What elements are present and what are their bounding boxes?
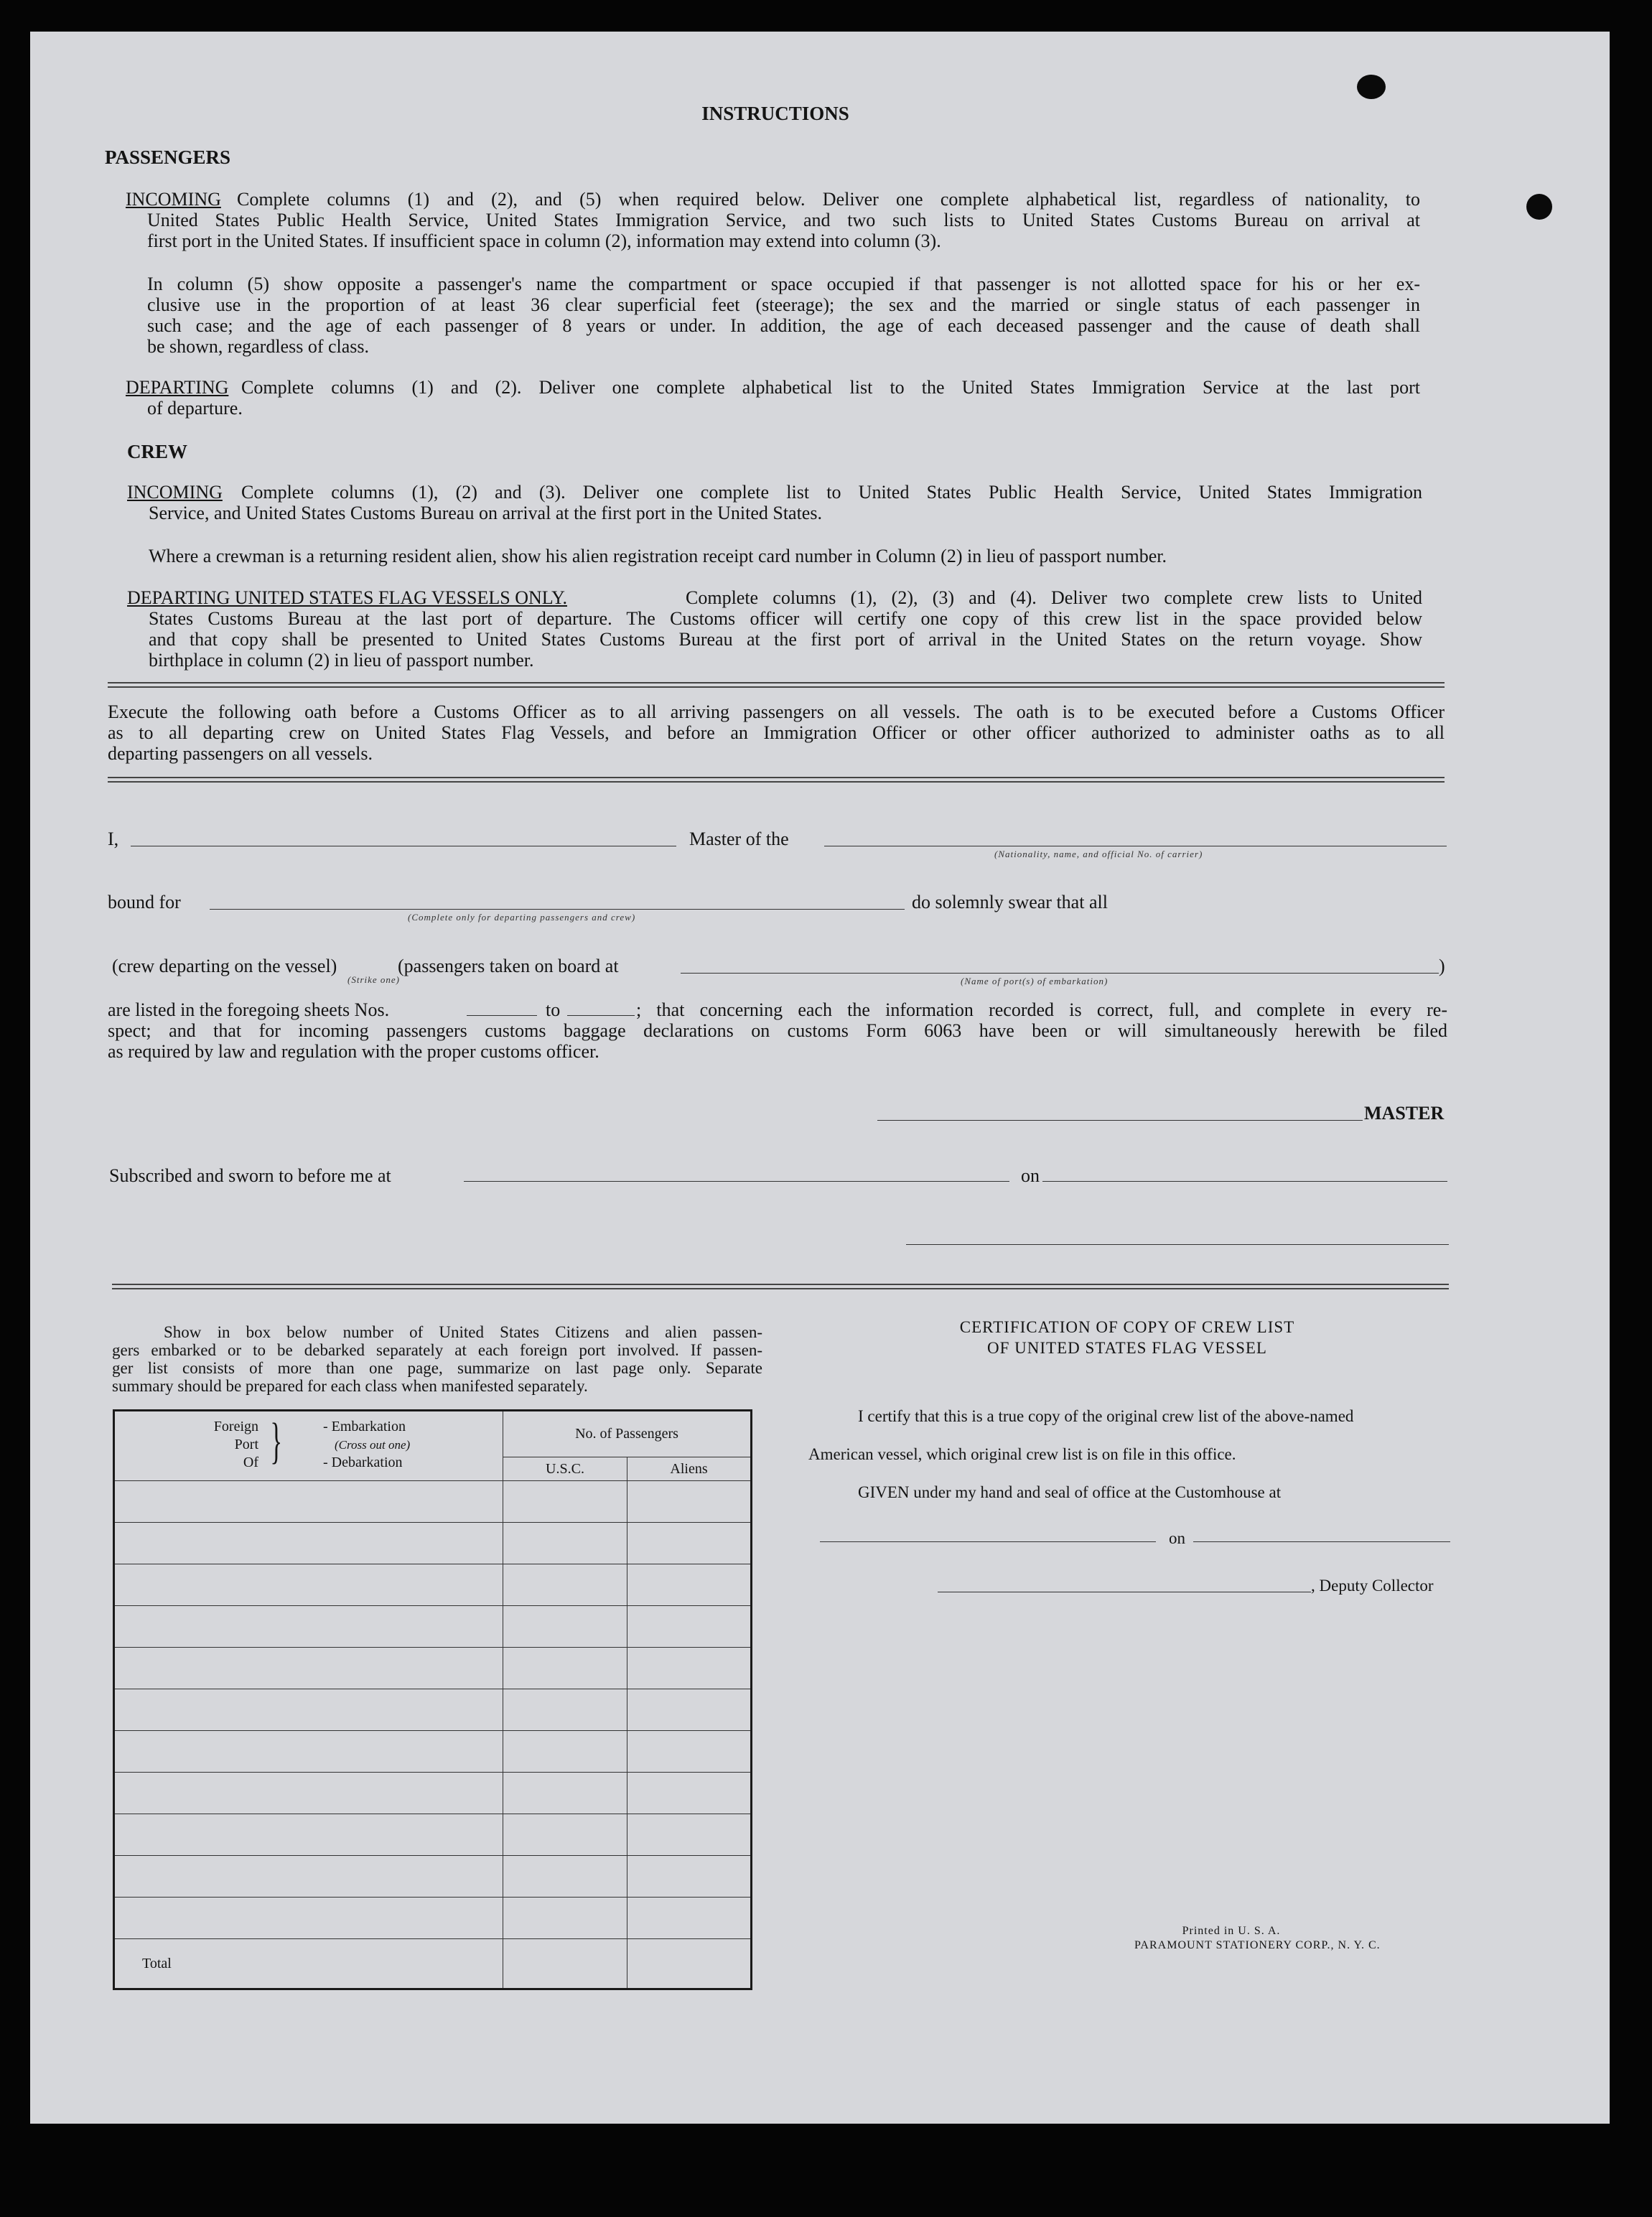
summary-row bbox=[114, 1814, 752, 1856]
listed-text: ; that concerning each the information recorded is correct, full, and complete in every re- bbox=[636, 999, 1447, 1020]
crew-departing-option[interactable]: (crew departing on the vessel) bbox=[112, 956, 337, 976]
summary-row bbox=[114, 1856, 752, 1898]
port-cell[interactable] bbox=[114, 1856, 503, 1898]
summary-row bbox=[114, 1481, 752, 1523]
embarkation-port-field[interactable] bbox=[681, 973, 1439, 974]
port-cell[interactable] bbox=[114, 1481, 503, 1523]
listed-to: to bbox=[546, 999, 561, 1020]
summary-row bbox=[114, 1606, 752, 1648]
port-cell[interactable] bbox=[114, 1689, 503, 1731]
oath-i-label: I, bbox=[108, 829, 119, 849]
aliens-cell[interactable] bbox=[627, 1814, 752, 1856]
aliens-cell[interactable] bbox=[627, 1856, 752, 1898]
oath-intro-line: as to all departing crew on United States Flag Vessels, and before an Immigration Officer or other officer authorized to administer oaths as to all bbox=[108, 722, 1445, 743]
total-label: Total bbox=[142, 1955, 172, 1971]
certification-title: CERTIFICATION OF COPY OF CREW LIST bbox=[959, 1318, 1295, 1336]
port-cell[interactable] bbox=[114, 1648, 503, 1689]
aliens-cell[interactable] bbox=[627, 1898, 752, 1939]
crew-departing-line: and that copy shall be presented to United States Customs Bureau at the first port of arrival in the United States on the return voyage. Show bbox=[149, 629, 1422, 650]
master-of-the-label: Master of the bbox=[689, 829, 789, 849]
port-label: Port bbox=[234, 1437, 258, 1452]
summary-row bbox=[114, 1689, 752, 1731]
subscribed-on-label: on bbox=[1021, 1165, 1040, 1186]
brace-icon: } bbox=[270, 1414, 283, 1469]
aliens-header: Aliens bbox=[627, 1457, 752, 1481]
passengers-departing-line: Complete columns (1) and (2). Deliver one complete alphabetical list to the United States Immigration Service at the last port bbox=[241, 377, 1420, 398]
summary-instruction-line: summary should be prepared for each class when manifested separately. bbox=[112, 1377, 588, 1395]
destination-field[interactable] bbox=[210, 909, 905, 910]
listed-cont-line: spect; and that for incoming passengers customs baggage declarations on customs Form 6063 have been or will simultaneously herewith be filed bbox=[108, 1020, 1447, 1041]
aliens-cell[interactable] bbox=[627, 1773, 752, 1814]
summary-row bbox=[114, 1523, 752, 1564]
port-cell[interactable] bbox=[114, 1898, 503, 1939]
of-label: Of bbox=[243, 1455, 258, 1470]
certification-title: OF UNITED STATES FLAG VESSEL bbox=[987, 1339, 1267, 1357]
crew-departing-line: Complete columns (1), (2), (3) and (4). Deliver two complete crew lists to United bbox=[686, 587, 1422, 608]
crew-incoming-label: INCOMING bbox=[127, 482, 223, 503]
aliens-cell[interactable] bbox=[627, 1481, 752, 1523]
sheet-to-field[interactable] bbox=[567, 1015, 635, 1016]
crew-heading: CREW bbox=[127, 441, 188, 462]
total-aliens-cell[interactable] bbox=[627, 1939, 752, 1989]
port-cell[interactable] bbox=[114, 1564, 503, 1606]
certify-line: I certify that this is a true copy of the original crew list of the above-named bbox=[858, 1407, 1354, 1425]
summary-row bbox=[114, 1648, 752, 1689]
punch-hole-mark bbox=[1526, 194, 1552, 220]
summary-instruction-line: ger list consists of more than one page, summarize on last page only. Separate bbox=[112, 1359, 762, 1377]
aliens-cell[interactable] bbox=[627, 1689, 752, 1731]
usc-cell[interactable] bbox=[503, 1648, 627, 1689]
passengers-departing-label: DEPARTING bbox=[126, 377, 229, 398]
port-cell[interactable] bbox=[114, 1773, 503, 1814]
cert-date-field[interactable] bbox=[1193, 1541, 1450, 1542]
usc-cell[interactable] bbox=[503, 1856, 627, 1898]
port-cell[interactable] bbox=[114, 1731, 503, 1773]
crew-incoming-line: Complete columns (1), (2) and (3). Deliver one complete list to United States Public Health Service, United States Immigration bbox=[241, 482, 1422, 503]
foreign-label: Foreign bbox=[213, 1419, 258, 1434]
given-line: GIVEN under my hand and seal of office at the Customhouse at bbox=[858, 1483, 1282, 1501]
ink-blot-mark bbox=[1357, 75, 1386, 99]
summary-row bbox=[114, 1564, 752, 1606]
embarkation-label[interactable]: - Embarkation bbox=[323, 1419, 406, 1434]
aliens-cell[interactable] bbox=[627, 1606, 752, 1648]
summary-row bbox=[114, 1773, 752, 1814]
passengers-departing-line: of departure. bbox=[147, 398, 243, 419]
master-label: MASTER bbox=[1364, 1103, 1445, 1124]
debarkation-label[interactable]: - Debarkation bbox=[323, 1455, 403, 1470]
usc-cell[interactable] bbox=[503, 1606, 627, 1648]
usc-cell[interactable] bbox=[503, 1481, 627, 1523]
no-of-passengers-header: No. of Passengers bbox=[503, 1411, 752, 1457]
port-cell[interactable] bbox=[114, 1606, 503, 1648]
passengers-heading: PASSENGERS bbox=[105, 146, 231, 168]
summary-instruction-line: gers embarked or to be debarked separately at each foreign port involved. If passen- bbox=[112, 1341, 762, 1359]
section-divider bbox=[108, 777, 1445, 783]
cert-on-label: on bbox=[1169, 1529, 1185, 1547]
subscribed-date-field[interactable] bbox=[1042, 1181, 1447, 1182]
deputy-collector-label: , Deputy Collector bbox=[1311, 1577, 1434, 1595]
passengers-incoming-line: United States Public Health Service, United States Immigration Service, and two such lists to United States Customs Bureau on arrival at bbox=[147, 210, 1420, 230]
cross-out-hint: (Cross out one) bbox=[335, 1438, 411, 1452]
crew-departing-label: DEPARTING UNITED STATES FLAG VESSELS ONLY. bbox=[127, 587, 567, 608]
usc-cell[interactable] bbox=[503, 1523, 627, 1564]
certify-line: American vessel, which original crew list is on file in this office. bbox=[808, 1445, 1236, 1463]
total-label-cell bbox=[114, 1939, 503, 1989]
summary-row bbox=[114, 1898, 752, 1939]
passengers-taken-option[interactable]: (passengers taken on board at bbox=[398, 956, 619, 976]
column5-line: clusive use in the proportion of at least 36 clear superficial feet (steerage); the sex and the married or single status of each passenger in bbox=[147, 294, 1420, 315]
sheet-from-field[interactable] bbox=[467, 1015, 537, 1016]
column5-line: In column (5) show opposite a passenger's name the compartment or space occupied if that passenger is not allotted space for his or her ex- bbox=[147, 274, 1420, 294]
usc-header: U.S.C. bbox=[503, 1457, 627, 1481]
section-divider bbox=[108, 682, 1445, 688]
port-hint: (Name of port(s) of embarkation) bbox=[961, 976, 1109, 986]
port-cell[interactable] bbox=[114, 1814, 503, 1856]
listed-cont-line: as required by law and regulation with the proper customs officer. bbox=[108, 1041, 599, 1062]
aliens-cell[interactable] bbox=[627, 1564, 752, 1606]
passengers-incoming-label: INCOMING bbox=[126, 189, 221, 210]
port-cell[interactable] bbox=[114, 1523, 503, 1564]
usc-cell[interactable] bbox=[503, 1773, 627, 1814]
printed-in-label: Printed in U. S. A. bbox=[1182, 1925, 1281, 1937]
column5-line: such case; and the age of each passenger of 8 years or under. In addition, the age of each deceased passenger and the cause of death shall bbox=[147, 315, 1420, 336]
complete-only-hint: (Complete only for departing passengers and crew) bbox=[408, 912, 636, 923]
page-title: INSTRUCTIONS bbox=[701, 103, 849, 124]
crew-departing-line: States Customs Bureau at the last port of departure. The Customs officer will certify one copy of this crew list in the space provided below bbox=[149, 608, 1422, 629]
close-paren: ) bbox=[1439, 956, 1445, 976]
passenger-summary-table bbox=[113, 1409, 752, 1990]
listed-text: are listed in the foregoing sheets Nos. bbox=[108, 999, 390, 1020]
port-header-cell bbox=[114, 1411, 503, 1481]
oath-intro-line: departing passengers on all vessels. bbox=[108, 743, 373, 764]
oath-intro-line: Execute the following oath before a Customs Officer as to all arriving passengers on all vessels. The oath is to be executed before a Customs Officer bbox=[108, 701, 1445, 722]
passengers-incoming-line: Complete columns (1) and (2), and (5) when required below. Deliver one complete alphabetical list, regardless of nationality, to bbox=[237, 189, 1420, 210]
usc-cell[interactable] bbox=[503, 1689, 627, 1731]
customhouse-field[interactable] bbox=[820, 1541, 1156, 1542]
aliens-cell[interactable] bbox=[627, 1648, 752, 1689]
master-signature-field[interactable] bbox=[877, 1120, 1363, 1121]
summary-row bbox=[114, 1731, 752, 1773]
usc-cell[interactable] bbox=[503, 1564, 627, 1606]
solemnly-swear-label: do solemnly swear that all bbox=[912, 892, 1108, 913]
crew-incoming-line: Service, and United States Customs Bureau on arrival at the first port in the United States. bbox=[149, 503, 822, 523]
usc-cell[interactable] bbox=[503, 1814, 627, 1856]
strike-one-hint: (Strike one) bbox=[347, 974, 401, 985]
printer-name: PARAMOUNT STATIONERY CORP., N. Y. C. bbox=[1134, 1939, 1381, 1951]
crew-departing-line: birthplace in column (2) in lieu of passport number. bbox=[149, 650, 534, 671]
subscribed-place-field[interactable] bbox=[464, 1181, 1009, 1182]
usc-cell[interactable] bbox=[503, 1898, 627, 1939]
subscribed-label: Subscribed and sworn to before me at bbox=[109, 1165, 391, 1186]
aliens-cell[interactable] bbox=[627, 1523, 752, 1564]
nationality-hint: (Nationality, name, and official No. of carrier) bbox=[994, 849, 1203, 859]
bound-for-label: bound for bbox=[108, 892, 181, 913]
column5-line: be shown, regardless of class. bbox=[147, 336, 370, 357]
summary-instruction-line: Show in box below number of United States Citizens and alien passen- bbox=[164, 1323, 762, 1341]
total-usc-cell[interactable] bbox=[503, 1939, 627, 1989]
passengers-incoming-line: first port in the United States. If insufficient space in column (2), information may extend into column (3). bbox=[147, 230, 941, 251]
aliens-cell[interactable] bbox=[627, 1731, 752, 1773]
section-divider bbox=[112, 1284, 1449, 1289]
usc-cell[interactable] bbox=[503, 1731, 627, 1773]
crew-resident-line: Where a crewman is a returning resident alien, show his alien registration receipt card number in Column (2) in lieu of passport number. bbox=[149, 546, 1167, 566]
officer-signature-field[interactable] bbox=[906, 1244, 1449, 1245]
